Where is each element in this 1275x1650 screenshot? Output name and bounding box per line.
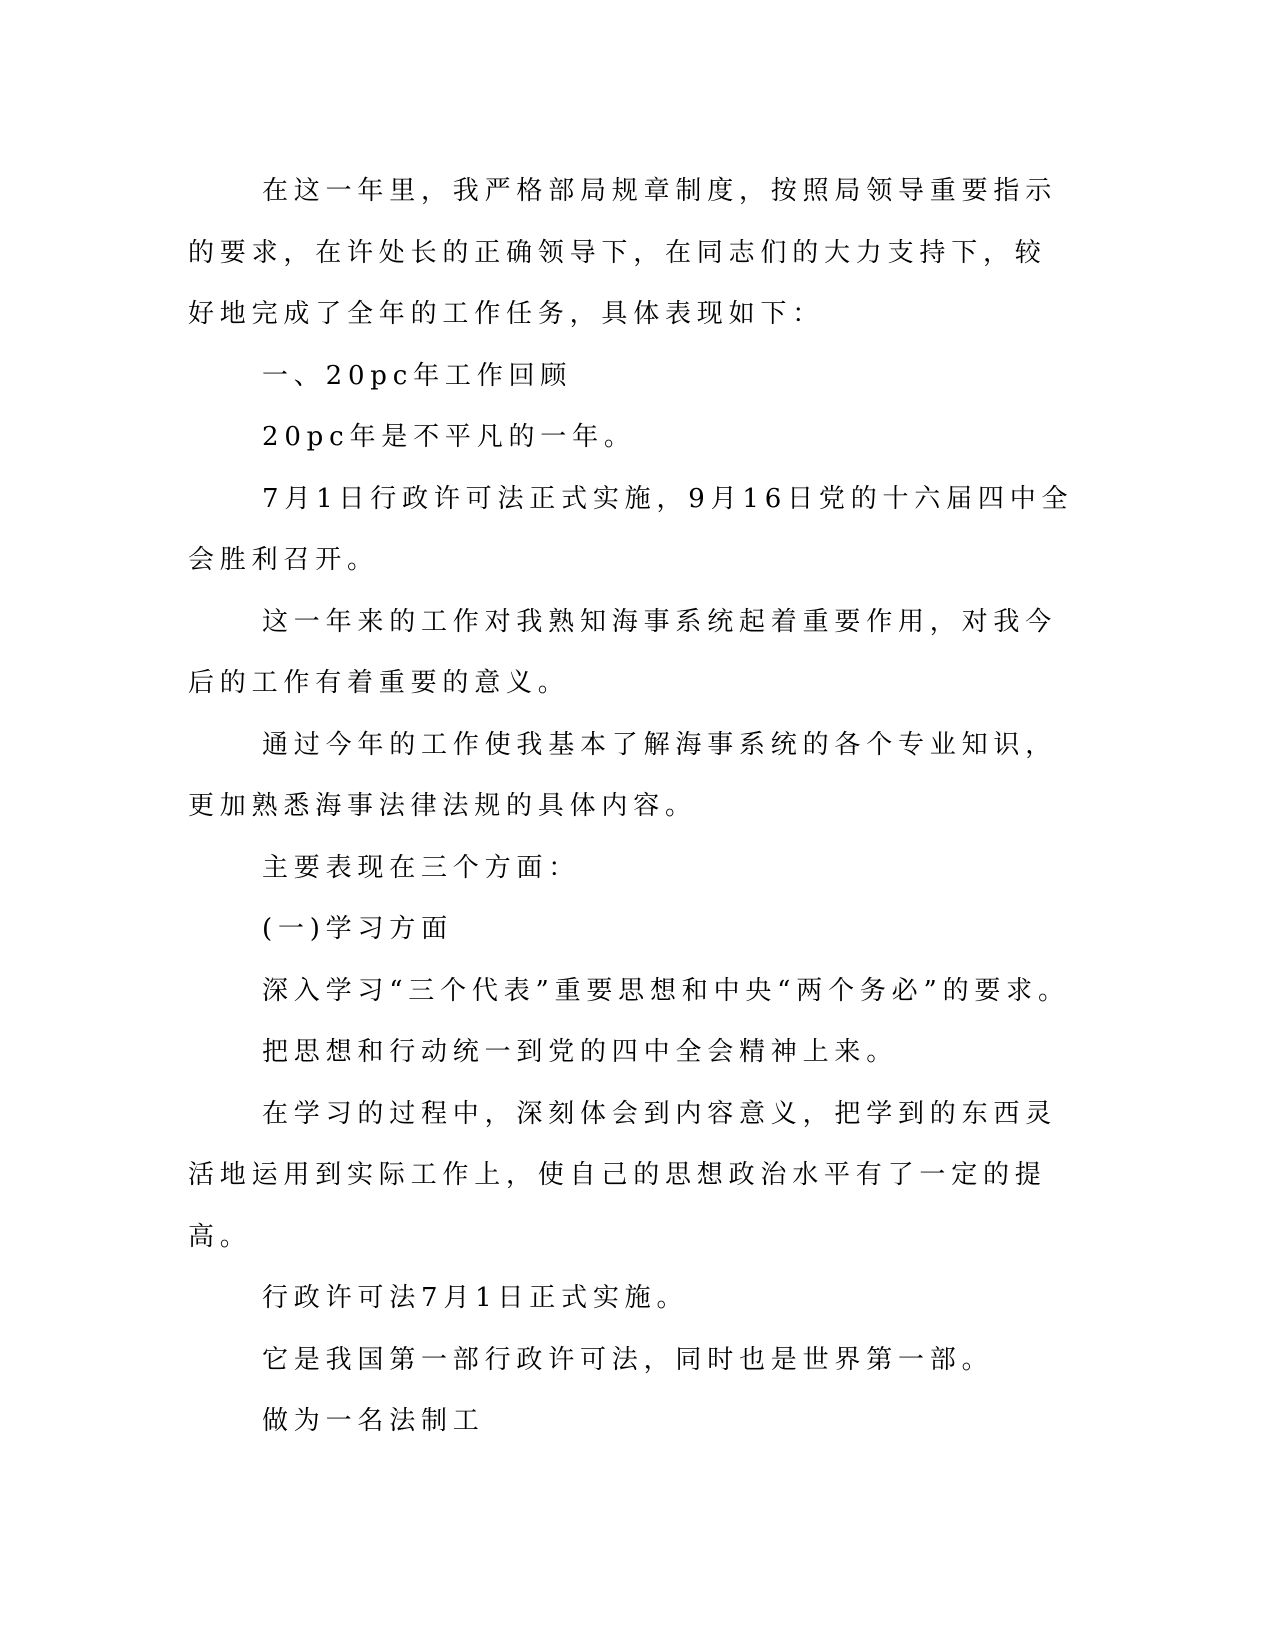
paragraph: 主要表现在三个方面：	[262, 852, 581, 883]
paragraph: 这一年来的工作对我熟知海事系统起着重要作用，对我今后的工作有着重要的意义。	[188, 606, 1058, 698]
paragraph: 在学习的过程中，深刻体会到内容意义，把学到的东西灵活地运用到实际工作上，使自己的思想政治水平有了一定的提高。	[188, 1098, 1058, 1252]
paragraph-truncated: 做为一名法制工	[262, 1406, 485, 1436]
paragraph-section-heading: 一、20pc年工作回顾	[262, 360, 573, 391]
paragraph-subsection-heading: (一)学习方面	[262, 914, 453, 944]
paragraph: 通过今年的工作使我基本了解海事系统的各个专业知识，更加熟悉海事法律法规的具体内容。	[188, 729, 1058, 821]
paragraph: 它是我国第一部行政许可法，同时也是世界第一部。	[262, 1344, 994, 1375]
paragraph-intro: 在这一年里，我严格部局规章制度，按照局领导重要指示的要求，在许处长的正确领导下，在同志们的大力支持下，较好地完成了全年的工作任务，具体表现如下：	[188, 176, 1058, 329]
paragraph: 把思想和行动统一到党的四中全会精神上来。	[262, 1037, 899, 1067]
document-body	[188, 161, 1078, 1453]
paragraph: 行政许可法7月1日正式实施。	[262, 1283, 689, 1313]
paragraph: 7月1日行政许可法正式实施，9月16日党的十六届四中全会胜利召开。	[188, 483, 1074, 575]
paragraph: 深入学习“三个代表”重要思想和中央“两个务必”的要求。	[262, 975, 1070, 1006]
paragraph: 20pc年是不平凡的一年。	[262, 422, 636, 452]
